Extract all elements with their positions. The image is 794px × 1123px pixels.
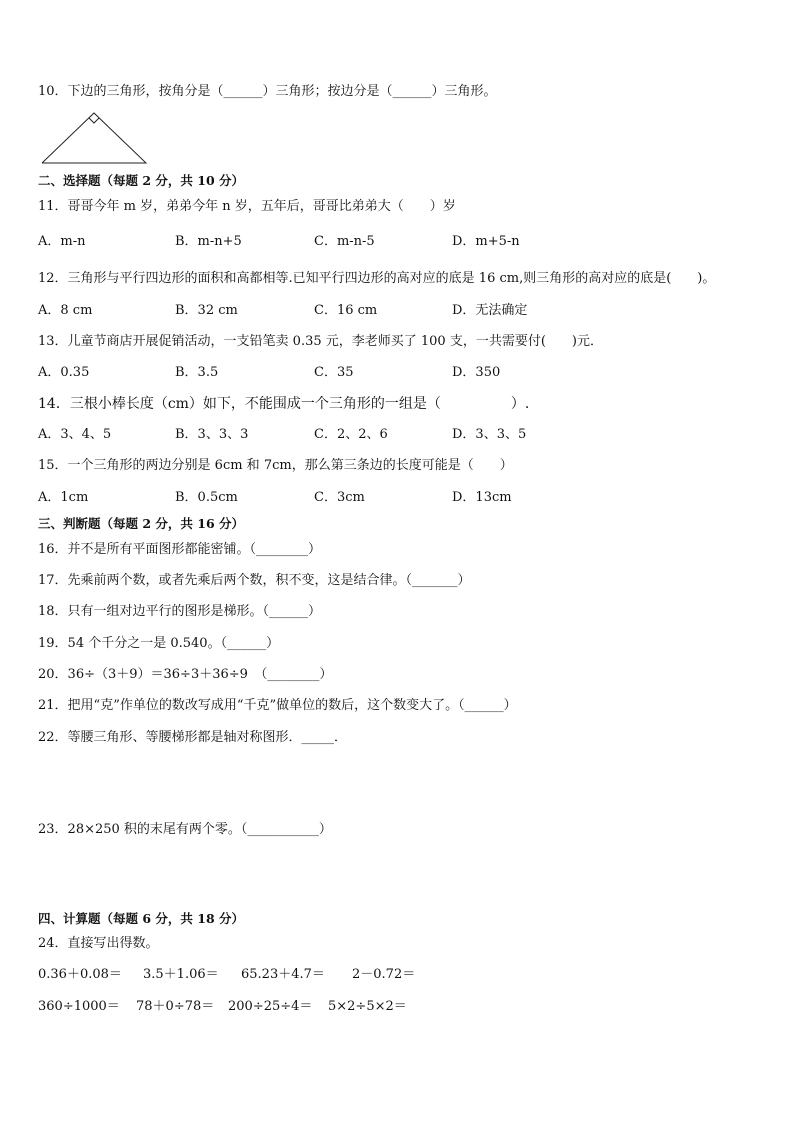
- q13-option-a: A．0.35: [38, 365, 90, 380]
- q11-option-b: B．m-n+5: [175, 234, 242, 249]
- q12-option-a: A．8 cm: [38, 303, 93, 318]
- q11-option-c: C．m-n-5: [314, 234, 375, 249]
- q13-option-c: C．35: [314, 365, 354, 380]
- q14-option-c: C．2、2、6: [314, 427, 388, 442]
- section-choice-heading: 二、选择题（每题 2 分，共 10 分）: [38, 173, 245, 188]
- q20: 20．36÷（3＋9）＝36÷3＋36÷9 （________）: [38, 667, 333, 682]
- q24: 24．直接写出得数。: [38, 936, 159, 951]
- calc-item: 360÷1000＝: [38, 999, 120, 1014]
- q14-option-d: D．3、3、5: [452, 427, 527, 442]
- q17: 17．先乘前两个数，或者先乘后两个数，积不变，这是结合律。（_______）: [38, 573, 471, 588]
- q14: 14．三根小棒长度（cm）如下，不能围成一个三角形的一组是（ ）.: [38, 396, 530, 412]
- q16: 16．并不是所有平面图形都能密铺。（________）: [38, 542, 322, 557]
- section-judge-heading: 三、判断题（每题 2 分，共 16 分）: [38, 516, 245, 531]
- q13-option-d: D．350: [452, 365, 501, 380]
- q13: 13．儿童节商店开展促销活动，一支铅笔卖 0.35 元，李老师买了 100 支，一共需要付( )元．: [38, 334, 603, 349]
- q12-option-d: D．无法确定: [452, 303, 528, 318]
- q12-option-c: C．16 cm: [314, 303, 378, 318]
- q15: 15．一个三角形的两边分别是 6cm 和 7cm，那么第三条边的长度可能是（ ）: [38, 458, 513, 473]
- q11: 11．哥哥今年 m 岁，弟弟今年 n 岁，五年后，哥哥比弟弟大（ ）岁: [38, 199, 456, 214]
- q23: 23．28×250 积的末尾有两个零。（___________）: [38, 822, 332, 837]
- calc-item: 3.5＋1.06＝: [143, 967, 219, 982]
- q15-option-b: B．0.5cm: [175, 490, 238, 505]
- section-calc-heading: 四、计算题（每题 6 分，共 18 分）: [38, 911, 245, 926]
- q15-option-d: D．13cm: [452, 490, 512, 505]
- calc-item: 5×2÷5×2＝: [328, 999, 407, 1014]
- q15-option-c: C．3cm: [314, 490, 365, 505]
- calc-item: 65.23＋4.7＝: [241, 967, 325, 982]
- calc-item: 78＋0÷78＝: [136, 999, 215, 1014]
- calc-item: 2－0.72＝: [352, 967, 416, 982]
- calc-item: 200÷25÷4＝: [228, 999, 313, 1014]
- q14-option-b: B．3、3、3: [175, 427, 249, 442]
- q10: 10．下边的三角形，按角分是（______）三角形；按边分是（______）三角形。: [38, 84, 497, 99]
- q12: 12．三角形与平行四边形的面积和高都相等.已知平行四边形的高对应的底是 16 cm,则三角形的高对应的底是( )。: [38, 271, 716, 286]
- q13-option-b: B．3.5: [175, 365, 219, 380]
- q11-option-a: A．m-n: [38, 234, 86, 249]
- q14-option-a: A．3、4、5: [38, 427, 112, 442]
- q21: 21．把用“克”作单位的数改写成用“千克”做单位的数后，这个数变大了。（______）: [38, 698, 517, 713]
- q11-option-d: D．m+5-n: [452, 234, 520, 249]
- calc-item: 0.36＋0.08＝: [38, 967, 122, 982]
- q12-option-b: B．32 cm: [175, 303, 238, 318]
- q22: 22．等腰三角形、等腰梯形都是轴对称图形．_____．: [38, 730, 348, 745]
- q15-option-a: A．1cm: [38, 490, 89, 505]
- right-triangle-figure: [40, 111, 152, 167]
- q19: 19．54 个千分之一是 0.540。（______）: [38, 636, 280, 651]
- q18: 18．只有一组对边平行的图形是梯形。（______）: [38, 604, 322, 619]
